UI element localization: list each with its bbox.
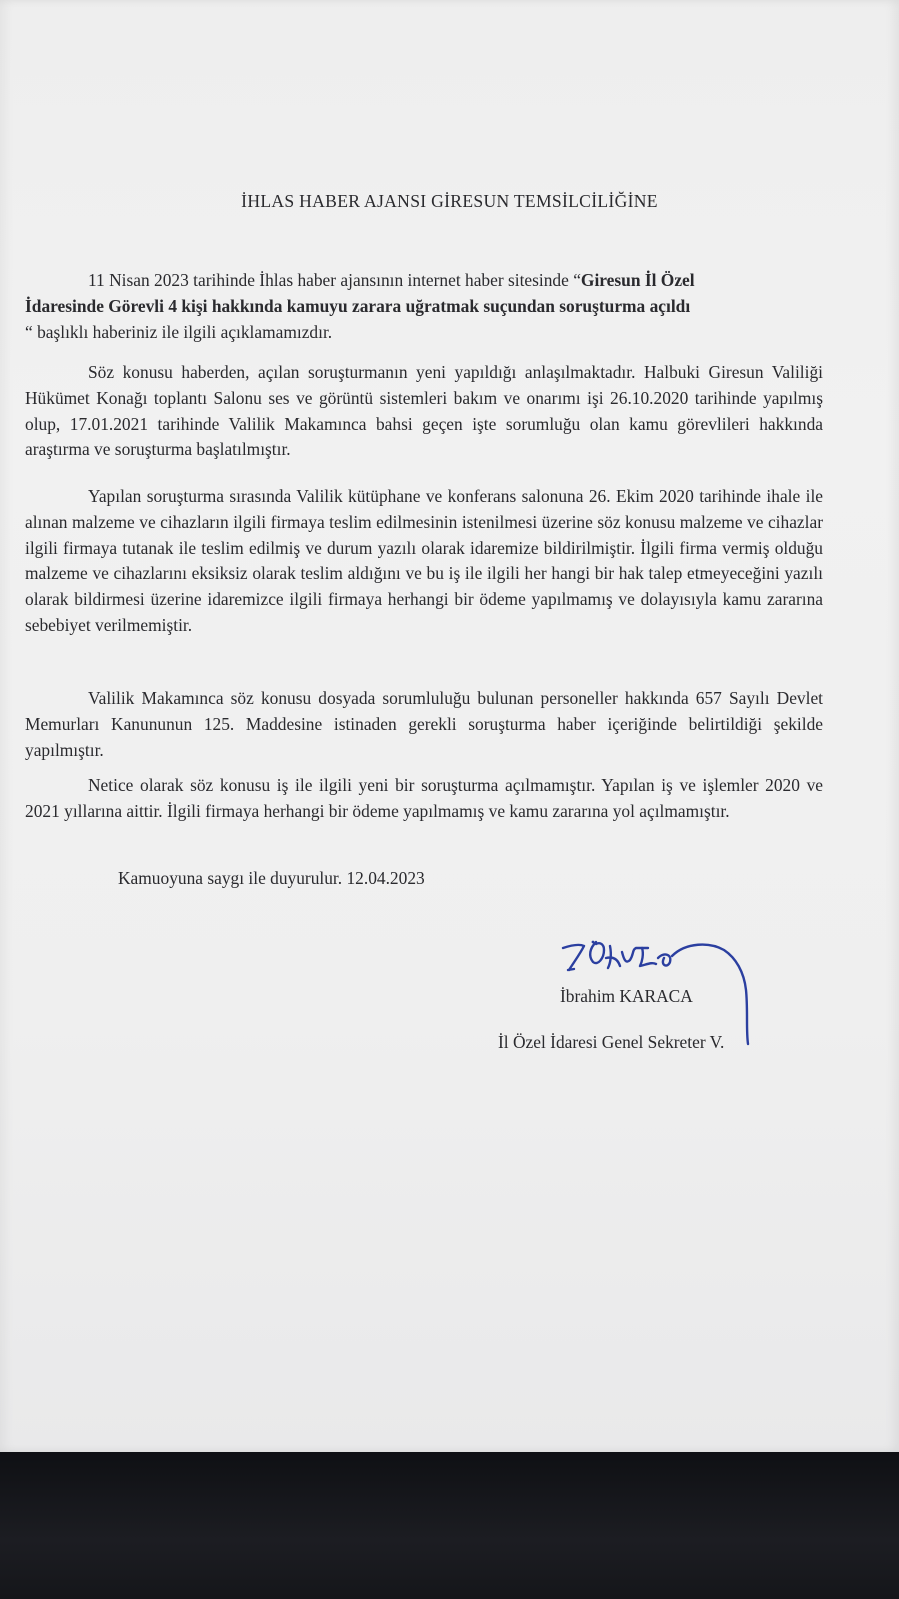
paragraph-block-3 bbox=[25, 686, 823, 763]
intro-line-3 bbox=[25, 320, 823, 346]
signer-name: İbrahim KARACA bbox=[560, 986, 693, 1006]
paragraph-1: Söz konusu haberden, açılan soruşturmanın yeni yapıldığı anlaşılmaktadır. Halbuki Giresun Valiliği Hükümet Konağı toplantı Salonu ses ve görüntü sistemleri bakım ve onarımı işi 26.10.2020 tarihinde yapılmış olup, 17.01.2021 tarihinde Valilik Makamınca bahsi geçen işte sorumluğu olan kamu görevlileri hakkında araştırma ve soruşturma başlatılmıştır. bbox=[25, 362, 823, 460]
intro-text-start: 11 Nisan 2023 tarihinde İhlas haber ajansının internet haber sitesinde “ bbox=[88, 270, 581, 290]
paragraph-block-4 bbox=[25, 773, 823, 825]
intro-text-end: “ başlıklı haberiniz ile ilgili açıklamamızdır. bbox=[25, 321, 333, 342]
intro-headline-part2: İdaresinde Görevli 4 kişi hakkında kamuyu zarara uğratmak suçundan soruşturma açıldı bbox=[25, 295, 691, 316]
paragraph-4: Netice olarak söz konusu iş ile ilgili yeni bir soruşturma açılmamıştır. Yapılan iş ve işlemler 2020 ve 2021 yıllarına aittir. İlgili firmaya herhangi bir ödeme yapılmamış ve kamu zararına yol açılmamıştır. bbox=[25, 775, 823, 821]
paragraph-block-2 bbox=[25, 484, 823, 639]
paragraph-3: Valilik Makamınca söz konusu dosyada sorumluluğu bulunan personeller hakkında 657 Sayılı Devlet Memurları Kanununun 125. Maddesine istinaden gerekli soruşturma haber içeriğinde belirtildiği şekilde yapılmıştır. bbox=[25, 688, 823, 760]
dark-background-surface bbox=[0, 1452, 899, 1599]
intro-headline-part1: Giresun İl Özel bbox=[580, 270, 695, 290]
intro-line-2 bbox=[25, 294, 823, 320]
paragraph-block-1 bbox=[25, 360, 823, 463]
closing-line: Kamuoyuna saygı ile duyurulur. 12.04.2023 bbox=[118, 868, 425, 888]
intro-line-1 bbox=[25, 268, 823, 294]
paragraph-2: Yapılan soruşturma sırasında Valilik kütüphane ve konferans salonuna 26. Ekim 2020 tarihinde ihale ile alınan malzeme ve cihazların ilgili firmaya teslim edilmesinin istenilmesi üzerine söz konusu malzeme ve cihazlar ilgili firmaya tutanak ile teslim edilmiş ve durum yazılı olarak idaremize bildirilmiştir. İlgili firma vermiş olduğu malzeme ve cihazlarını eksiksiz olarak teslim aldığını ve bu iş ile ilgili her hangi bir hak talep etmeyeceğini yazılı olarak bildirmesi üzerine idaremizce ilgili firmaya herhangi bir ödeme yapılmamış ve dolayısıyla kamu zararına sebebiyet verilmemiştir. bbox=[25, 486, 823, 635]
letter-body bbox=[25, 268, 823, 345]
letter-heading: İHLAS HABER AJANSI GİRESUN TEMSİLCİLİĞİNE bbox=[241, 191, 658, 211]
signer-title: İl Özel İdaresi Genel Sekreter V. bbox=[498, 1032, 725, 1052]
